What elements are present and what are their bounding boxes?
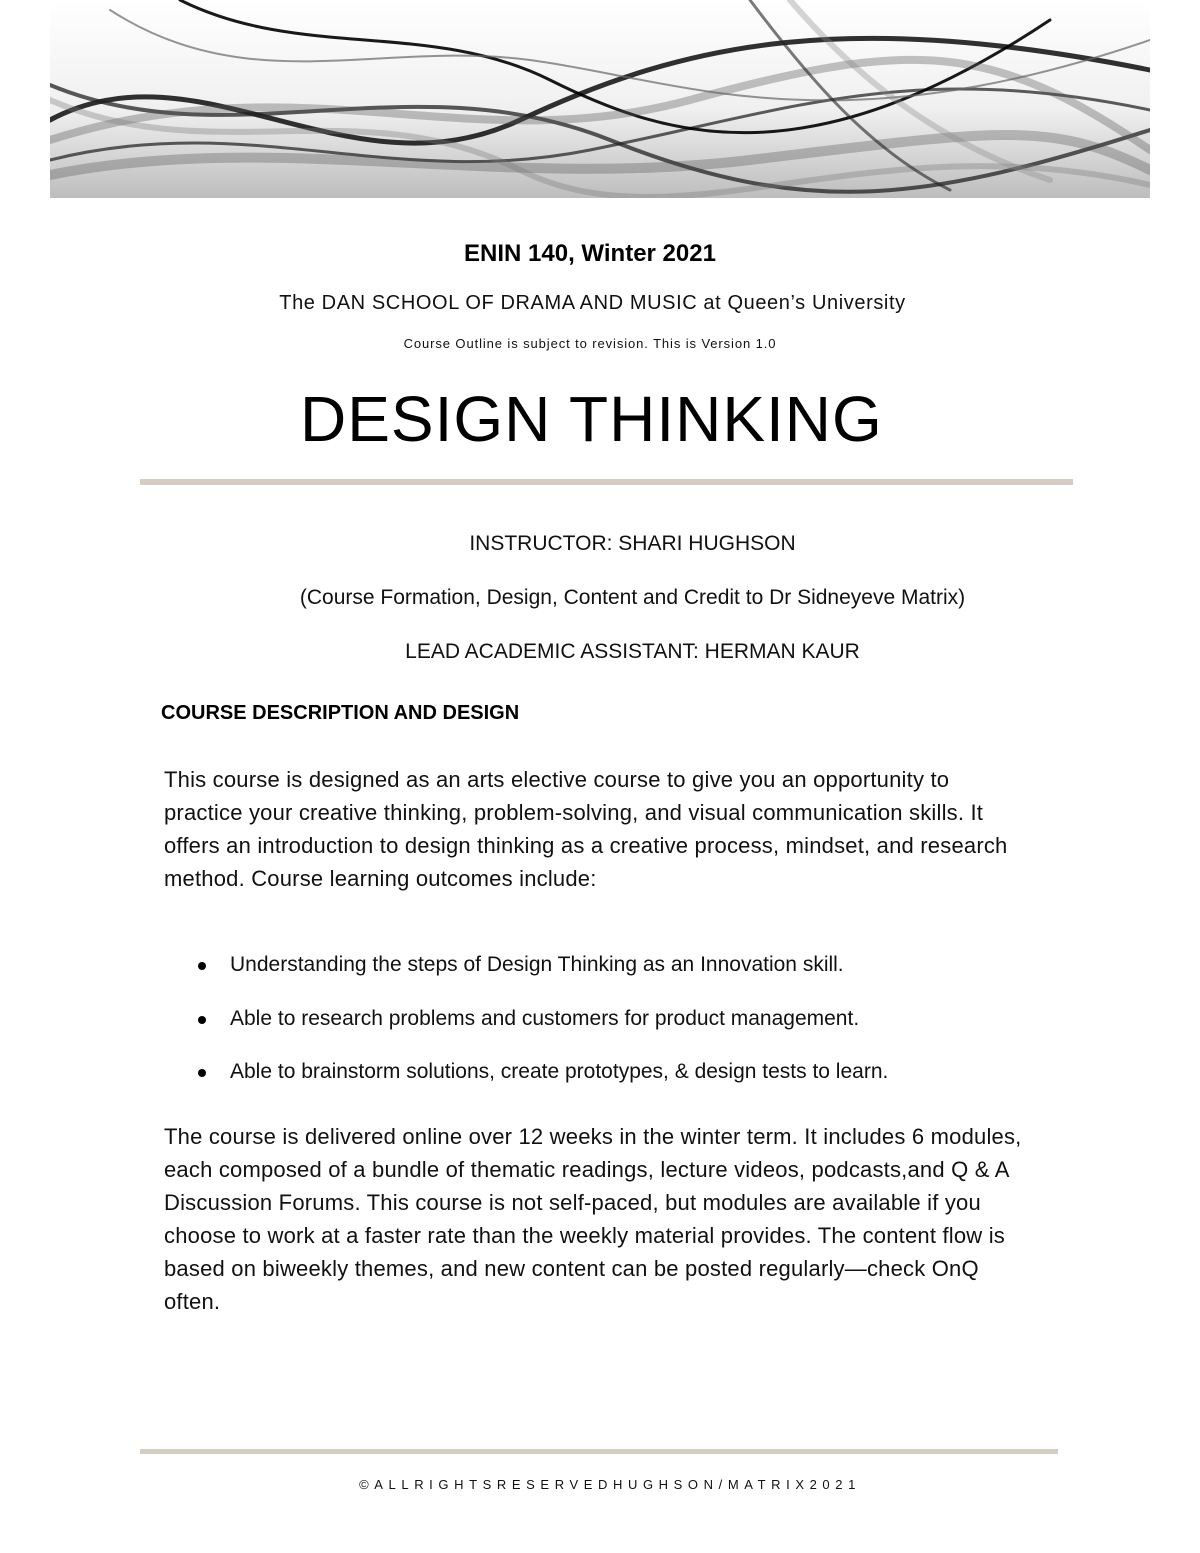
outcome-text: Able to brainstorm solutions, create prototypes, & design tests to learn. (230, 1060, 889, 1083)
credit-line: (Course Formation, Design, Content and Credit to Dr Sidneyeve Matrix) (299, 586, 966, 609)
instructor-line: INSTRUCTOR: SHARI HUGHSON (469, 532, 796, 555)
list-item (230, 953, 1110, 977)
header-banner-image (50, 0, 1150, 198)
bullet-icon (198, 962, 206, 970)
version-note: Course Outline is subject to revision. This is Version 1.0 (403, 336, 777, 351)
outcome-text: Able to research problems and customers for product management. (230, 1007, 860, 1030)
list-item (230, 1060, 1110, 1084)
course-code: ENIN 140, Winter 2021 (464, 240, 716, 267)
intro-paragraph: This course is designed as an arts elective course to give you an opportunity to practice your creative thinking, problem-solving, and visual communication skills. It offers an introduction to design thinking as a creative process, mindset, and research method. Course learning outcomes include: (164, 767, 1008, 891)
school-name: The DAN SCHOOL OF DRAMA AND MUSIC at Queen’s University (279, 292, 906, 314)
list-item (230, 1007, 1110, 1031)
assistant-line: LEAD ACADEMIC ASSISTANT: HERMAN KAUR (405, 640, 860, 663)
outcome-text: Understanding the steps of Design Thinking as an Innovation skill. (230, 953, 844, 976)
footer-copyright: ©ALLRIGHTSRESERVEDHUGHSON/MATRIX2021 (359, 1477, 861, 1492)
bullet-icon (198, 1016, 206, 1024)
delivery-paragraph: The course is delivered online over 12 weeks in the winter term. It includes 6 modules, each composed of a bundle of thematic readings, lecture videos, podcasts,and Q & A Discussion Forums. This course is not self-paced, but modules are available if you choose to work at a faster rate than the weekly material provides. The content flow is based on biweekly themes, and new content can be posted regularly—check OnQ often. (164, 1124, 1022, 1314)
divider-top (140, 479, 1073, 485)
divider-bottom (140, 1449, 1058, 1454)
bullet-icon (198, 1069, 206, 1077)
course-title: DESIGN THINKING (300, 383, 883, 455)
section-heading: COURSE DESCRIPTION AND DESIGN (161, 702, 520, 724)
